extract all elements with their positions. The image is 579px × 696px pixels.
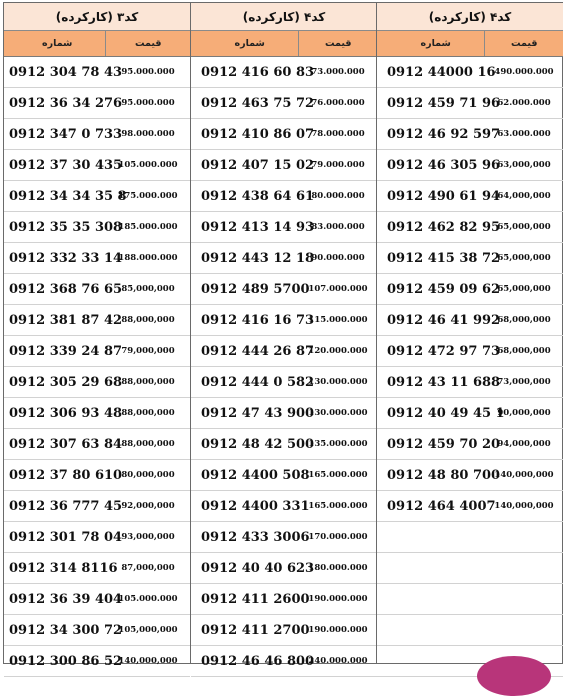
phone-number: 0912 37 80 610 bbox=[9, 467, 123, 483]
table-row bbox=[191, 398, 377, 429]
phone-number: 0912 459 71 96 bbox=[387, 95, 501, 111]
group-title: کد۴ (کارکرده) bbox=[377, 3, 563, 31]
price: 165.000.000 bbox=[308, 470, 368, 480]
price: 90,000,000 bbox=[497, 408, 551, 418]
price: 88,000,000 bbox=[121, 408, 175, 418]
number-column-header: شماره bbox=[420, 38, 451, 49]
phone-number: 0912 300 86 52 bbox=[9, 653, 123, 669]
rows bbox=[4, 57, 190, 677]
table-row bbox=[377, 243, 563, 274]
phone-number: 0912 368 76 65 bbox=[9, 281, 123, 297]
table-row bbox=[377, 367, 563, 398]
price: 105.000.000 bbox=[118, 594, 178, 604]
phone-number: 0912 37 30 435 bbox=[9, 157, 123, 173]
phone-number: 0912 459 09 62 bbox=[387, 281, 501, 297]
price: 165.000.000 bbox=[308, 501, 368, 511]
table-row bbox=[191, 119, 377, 150]
price: 94,000,000 bbox=[497, 439, 551, 449]
price: 80,000,000 bbox=[121, 470, 175, 480]
price: 68,000,000 bbox=[497, 315, 551, 325]
phone-number: 0912 332 33 14 bbox=[9, 250, 123, 266]
table-row bbox=[4, 460, 190, 491]
phone-number: 0912 40 49 45 1 bbox=[387, 405, 505, 421]
price: 130.000.000 bbox=[308, 408, 368, 418]
price: 98.000.000 bbox=[121, 129, 175, 139]
phone-number: 0912 472 97 73 bbox=[387, 343, 501, 359]
column-headers bbox=[4, 31, 190, 57]
table-row bbox=[377, 398, 563, 429]
phone-number: 0912 413 14 93 bbox=[201, 219, 315, 235]
table-row bbox=[377, 305, 563, 336]
price: 190.000.000 bbox=[308, 625, 368, 635]
table-row bbox=[377, 336, 563, 367]
phone-number: 0912 40 40 623 bbox=[201, 560, 315, 576]
table-row bbox=[4, 429, 190, 460]
price: 140,000,000 bbox=[494, 501, 554, 511]
empty-row bbox=[377, 615, 563, 646]
table-row bbox=[191, 88, 377, 119]
rows bbox=[191, 57, 377, 677]
phone-number: 0912 301 78 04 bbox=[9, 529, 123, 545]
phone-number: 0912 411 2700 bbox=[201, 622, 310, 638]
table-row bbox=[191, 57, 377, 88]
table-row bbox=[377, 429, 563, 460]
table-row bbox=[377, 88, 563, 119]
price: 88,000,000 bbox=[121, 439, 175, 449]
price: 490.000.000 bbox=[494, 67, 554, 77]
price: 73.000.000 bbox=[311, 67, 365, 77]
phone-number: 0912 304 78 43 bbox=[9, 64, 123, 80]
phone-number: 0912 48 42 500 bbox=[201, 436, 315, 452]
phone-number: 0912 4400 508 bbox=[201, 467, 310, 483]
price: 76.000.000 bbox=[311, 98, 365, 108]
phone-number: 0912 46 305 96 bbox=[387, 157, 501, 173]
price: 185.000.000 bbox=[118, 222, 178, 232]
price: 62.000.000 bbox=[497, 98, 551, 108]
price: 105.000.000 bbox=[118, 160, 178, 170]
price: 140,000,000 bbox=[494, 470, 554, 480]
empty-row bbox=[377, 522, 563, 553]
price: 83.000.000 bbox=[311, 222, 365, 232]
price: 63,000,000 bbox=[497, 160, 551, 170]
empty-row bbox=[377, 553, 563, 584]
table-row bbox=[191, 491, 377, 522]
group-code4-b bbox=[376, 3, 563, 663]
phone-number: 0912 462 82 95 bbox=[387, 219, 501, 235]
price: 65,000,000 bbox=[497, 284, 551, 294]
price: 175.000.000 bbox=[118, 191, 178, 201]
phone-number: 0912 438 64 61 bbox=[201, 188, 315, 204]
table-row bbox=[191, 305, 377, 336]
table-row bbox=[191, 584, 377, 615]
phone-number: 0912 36 777 45 bbox=[9, 498, 123, 514]
table-row bbox=[4, 522, 190, 553]
price: 64,000,000 bbox=[497, 191, 551, 201]
number-column-header: شماره bbox=[42, 38, 73, 49]
table-row bbox=[4, 57, 190, 88]
price: 140,000,000 bbox=[118, 656, 178, 666]
phone-number: 0912 36 39 404 bbox=[9, 591, 123, 607]
phone-number: 0912 34 300 72 bbox=[9, 622, 123, 638]
table-row bbox=[4, 150, 190, 181]
phone-number: 0912 43 11 688 bbox=[387, 374, 501, 390]
phone-number: 0912 44000 16 bbox=[387, 64, 496, 80]
price: 95.000.000 bbox=[121, 98, 175, 108]
table-row bbox=[377, 274, 563, 305]
price: 80.000.000 bbox=[311, 191, 365, 201]
price: 115.000.000 bbox=[308, 315, 368, 325]
phone-number: 0912 46 92 597 bbox=[387, 126, 501, 142]
phone-number: 0912 34 34 35 8 bbox=[9, 188, 127, 204]
table-row bbox=[191, 243, 377, 274]
price: 65,000,000 bbox=[497, 253, 551, 263]
phone-number: 0912 47 43 900 bbox=[201, 405, 315, 421]
table-row bbox=[191, 212, 377, 243]
phone-number: 0912 416 16 73 bbox=[201, 312, 315, 328]
price: 180.000.000 bbox=[308, 563, 368, 573]
price: 135.000.000 bbox=[308, 439, 368, 449]
price-sheet bbox=[3, 2, 563, 669]
table-row bbox=[4, 336, 190, 367]
rows bbox=[377, 57, 563, 677]
price: 63.000.000 bbox=[497, 129, 551, 139]
price: 93,000,000 bbox=[121, 532, 175, 542]
price: 90.000.000 bbox=[311, 253, 365, 263]
group-title: کد۳ (کارکرده) bbox=[4, 3, 190, 31]
phone-number: 0912 48 80 700 bbox=[387, 467, 501, 483]
price-column-header: قیمت bbox=[298, 31, 377, 56]
price: 79.000.000 bbox=[311, 160, 365, 170]
table-row bbox=[4, 584, 190, 615]
corner-badge bbox=[477, 656, 551, 696]
phone-number: 0912 305 29 68 bbox=[9, 374, 123, 390]
table-row bbox=[4, 646, 190, 677]
price: 87,000,000 bbox=[121, 563, 175, 573]
table-row bbox=[4, 398, 190, 429]
table-row bbox=[191, 150, 377, 181]
price: 120.000.000 bbox=[308, 346, 368, 356]
phone-number: 0912 46 41 992 bbox=[387, 312, 501, 328]
price: 107.000.000 bbox=[308, 284, 368, 294]
phone-number: 0912 36 34 276 bbox=[9, 95, 123, 111]
phone-number: 0912 444 26 87 bbox=[201, 343, 315, 359]
table-row bbox=[4, 553, 190, 584]
group-code4-a bbox=[190, 3, 377, 669]
table-row bbox=[191, 615, 377, 646]
number-column-header: شماره bbox=[234, 38, 265, 49]
table-row bbox=[191, 181, 377, 212]
table-row bbox=[4, 305, 190, 336]
empty-row bbox=[377, 584, 563, 615]
group-code3 bbox=[4, 3, 190, 669]
phone-number: 0912 347 0 733 bbox=[9, 126, 123, 142]
phone-number: 0912 339 24 87 bbox=[9, 343, 123, 359]
price: 78.000.000 bbox=[311, 129, 365, 139]
phone-number: 0912 459 70 20 bbox=[387, 436, 501, 452]
price: 130.000.000 bbox=[308, 377, 368, 387]
column-headers bbox=[377, 31, 563, 57]
price: 79,000,000 bbox=[121, 346, 175, 356]
table-row bbox=[377, 212, 563, 243]
phone-number: 0912 416 60 83 bbox=[201, 64, 315, 80]
table-row bbox=[377, 119, 563, 150]
price: 170.000.000 bbox=[308, 532, 368, 542]
phone-number: 0912 463 75 72 bbox=[201, 95, 315, 111]
price: 88,000,000 bbox=[121, 377, 175, 387]
price-column-header: قیمت bbox=[105, 31, 190, 56]
group-title: کد۴ (کارکرده) bbox=[191, 3, 377, 31]
table-row bbox=[191, 274, 377, 305]
table-row bbox=[191, 522, 377, 553]
table-row bbox=[191, 336, 377, 367]
price: 188.000.000 bbox=[118, 253, 178, 263]
phone-number: 0912 433 3006 bbox=[201, 529, 310, 545]
table-row bbox=[377, 57, 563, 88]
phone-number: 0912 35 35 308 bbox=[9, 219, 123, 235]
table-row bbox=[377, 150, 563, 181]
phone-number: 0912 415 38 72 bbox=[387, 250, 501, 266]
table-row bbox=[4, 615, 190, 646]
table-row bbox=[191, 367, 377, 398]
price: 65,000,000 bbox=[497, 222, 551, 232]
phone-number: 0912 490 61 94 bbox=[387, 188, 501, 204]
price: 190.000.000 bbox=[308, 594, 368, 604]
table-row bbox=[4, 243, 190, 274]
price: 95.000.000 bbox=[121, 67, 175, 77]
phone-number: 0912 4400 331 bbox=[201, 498, 310, 514]
table-row bbox=[4, 491, 190, 522]
table-row bbox=[377, 460, 563, 491]
phone-number: 0912 489 5700 bbox=[201, 281, 310, 297]
price: 92,000,000 bbox=[121, 501, 175, 511]
price: 85,000,000 bbox=[121, 284, 175, 294]
table-row bbox=[4, 88, 190, 119]
table-row bbox=[191, 460, 377, 491]
price-column-header: قیمت bbox=[484, 31, 563, 56]
table-row bbox=[191, 553, 377, 584]
table-row bbox=[377, 181, 563, 212]
phone-number: 0912 314 8116 bbox=[9, 560, 118, 576]
phone-number: 0912 306 93 48 bbox=[9, 405, 123, 421]
phone-number: 0912 307 63 84 bbox=[9, 436, 123, 452]
table-row bbox=[4, 367, 190, 398]
phone-number: 0912 464 4007 bbox=[387, 498, 496, 514]
price: 105,000,000 bbox=[118, 625, 178, 635]
phone-number: 0912 443 12 18 bbox=[201, 250, 315, 266]
price: 73,000,000 bbox=[497, 377, 551, 387]
phone-number: 0912 381 87 42 bbox=[9, 312, 123, 328]
table-row bbox=[4, 181, 190, 212]
phone-number: 0912 407 15 02 bbox=[201, 157, 315, 173]
table-row bbox=[191, 429, 377, 460]
table-row bbox=[4, 119, 190, 150]
table-row bbox=[377, 491, 563, 522]
phone-number: 0912 411 2600 bbox=[201, 591, 310, 607]
table-row bbox=[4, 274, 190, 305]
phone-number: 0912 410 86 07 bbox=[201, 126, 315, 142]
price: 88,000,000 bbox=[121, 315, 175, 325]
phone-number: 0912 46 46 800 bbox=[201, 653, 315, 669]
phone-number: 0912 444 0 582 bbox=[201, 374, 315, 390]
table-row bbox=[191, 646, 377, 677]
price: 68,000,000 bbox=[497, 346, 551, 356]
column-headers bbox=[191, 31, 377, 57]
price: 240.000.000 bbox=[308, 656, 368, 666]
table-row bbox=[4, 212, 190, 243]
